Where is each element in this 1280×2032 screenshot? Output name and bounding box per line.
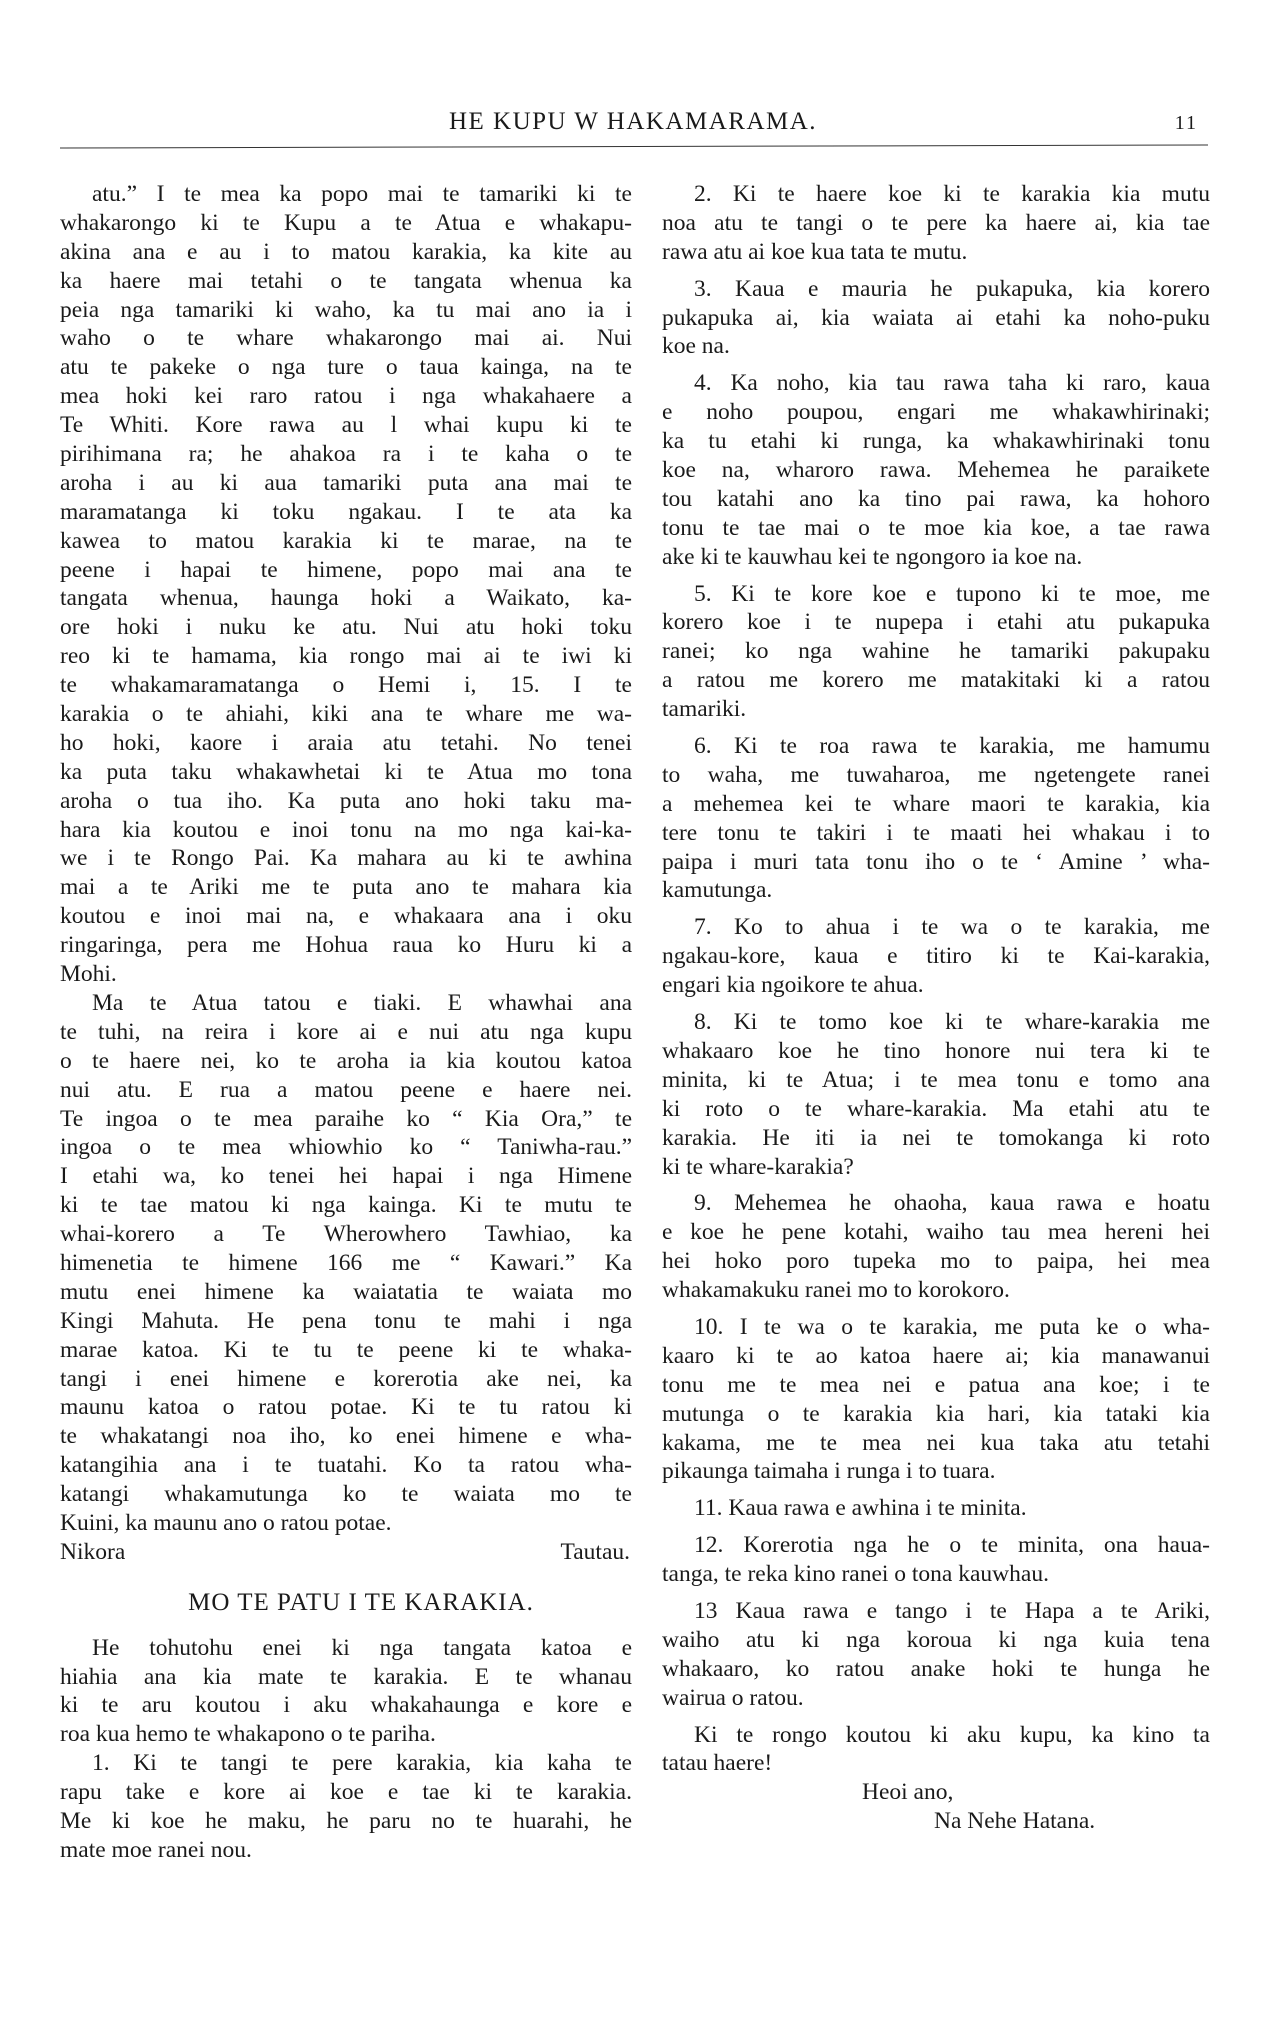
- numbered-rule: [662, 1189, 1210, 1305]
- text-line: tanga, te reka kino ranei o tona kauwhau.: [662, 1561, 1049, 1588]
- text-line: kamutunga.: [662, 877, 773, 904]
- text-line: a mehemea kei te whare maori te karakia, kia: [662, 790, 1210, 817]
- text-line: Me ki koe he maku, he paru no te huarahi, he: [60, 1808, 632, 1834]
- text-line: Kuini, ka maunu ano o ratou potae.: [60, 1509, 392, 1536]
- text-line: kakama, me te mea nei kua taka atu tetahi: [662, 1429, 1210, 1456]
- text-line: 5. Ki te kore koe e tupono ki te moe, me: [694, 580, 1210, 607]
- text-line: hei hoko poro tupeka mo to paipa, hei mea: [662, 1248, 1210, 1275]
- text-line: mutunga o te karakia kia hari, kia tataki kia: [662, 1400, 1210, 1427]
- text-line: He tohutohu enei ki nga tangata katoa e: [92, 1634, 632, 1661]
- text-line: Te Whiti. Kore rawa au l whai kupu ki te: [60, 412, 632, 439]
- page-header-title: HE KUPU W HAKAMARAMA.: [448, 108, 818, 135]
- closing-paragraph: [662, 1721, 1210, 1779]
- numbered-rule: [662, 1313, 1210, 1486]
- text-line: Kingi Mahuta. He pena tonu te mahi i nga: [60, 1307, 632, 1334]
- text-line: hara kia koutou e inoi tonu na mo nga kai-ka-: [60, 816, 632, 843]
- text-line: 6. Ki te roa rawa te karakia, me hamumu: [694, 733, 1210, 760]
- running-header: [60, 108, 1206, 148]
- text-line: karakia. He iti ia nei te tomokanga ki roto: [662, 1124, 1210, 1151]
- text-line: 11. Kaua rawa e awhina i te minita.: [694, 1495, 1027, 1522]
- text-line: whakamakuku ranei mo to korokoro.: [662, 1277, 1010, 1304]
- text-line: koe na, wharoro rawa. Mehemea he paraikete: [662, 457, 1210, 484]
- text-line: mate moe ranei nou.: [60, 1836, 252, 1863]
- text-line: peia nga tamariki ki waho, ka tu mai ano ia i: [60, 296, 632, 323]
- text-line: rawa atu ai koe kua tata te mutu.: [662, 238, 968, 265]
- text-line: pikaunga taimaha i runga i to tuara.: [662, 1458, 996, 1485]
- text-line: engari kia ngoikore te ahua.: [662, 972, 924, 999]
- numbered-rule: [662, 1008, 1210, 1181]
- numbered-rule: [662, 275, 1210, 362]
- text-line: maramatanga ki toku ngakau. I te ata ka: [60, 498, 632, 525]
- text-line: 8. Ki te tomo koe ki te whare-karakia me: [694, 1009, 1210, 1036]
- numbered-rule: [662, 580, 1210, 724]
- closing-signature: Na Nehe Hatana.: [934, 1808, 1096, 1835]
- text-line: 13 Kaua rawa e tango i te Hapa a te Ariki,: [694, 1597, 1210, 1624]
- text-line: whakaaro, ko ratou anake hoki te hunga he: [662, 1655, 1210, 1682]
- text-line: tatau haere!: [662, 1750, 773, 1777]
- numbered-rule: [662, 1597, 1210, 1713]
- text-line: whakaaro koe he tino honore nui tera ki te: [662, 1037, 1210, 1064]
- text-line: whai-korero a Te Wherowhero Tawhiao, ka: [60, 1221, 632, 1248]
- text-line: 10. I te wa o te karakia, me puta ke o wha-: [694, 1313, 1210, 1340]
- text-line: ki te aru koutou i aku whakahaunga e kore e: [60, 1692, 632, 1719]
- numbered-rule: [662, 913, 1210, 1000]
- text-line: tere tonu te takiri i te maati hei whakau i to: [662, 819, 1210, 846]
- numbered-rule: [662, 180, 1210, 267]
- text-line: Mohi.: [60, 961, 117, 988]
- text-line: to waha, me tuwaharoa, me ngetengete ranei: [662, 761, 1210, 788]
- text-line: 3. Kaua e mauria he pukapuka, kia korero: [694, 275, 1210, 302]
- text-line: ake ki te kauwhau kei te ngongoro ia koe na.: [662, 543, 1083, 570]
- signature-nikora: Nikora Tautau.: [60, 1538, 630, 1565]
- text-line: waho o te whare whakarongo mai ai. Nui: [60, 325, 632, 352]
- text-line: paipa i muri tata tonu iho o te ‘ Amine ’ wha-: [662, 848, 1210, 875]
- text-line: ringaringa, pera me Hohua raua ko Huru ki a: [60, 932, 632, 959]
- text-line: ngakau-kore, kaua e titiro ki te Kai-karakia,: [662, 943, 1210, 970]
- text-line: ki roto o te whare-karakia. Ma etahi atu te: [662, 1095, 1210, 1122]
- text-line: mai a te Ariki me te puta ano te mahara kia: [60, 874, 632, 901]
- closing-salutation: Heoi ano,: [862, 1779, 954, 1806]
- text-line: atu.” I te mea ka popo mai te tamariki ki te: [92, 181, 632, 207]
- text-line: e noho poupou, engari me whakawhirinaki;: [662, 399, 1210, 426]
- text-line: marae katoa. Ki te tu te peene ki te whaka-: [60, 1336, 632, 1363]
- text-line: we i te Rongo Pai. Ka mahara au ki te awhina: [60, 845, 632, 872]
- numbered-rule: [662, 1531, 1210, 1589]
- text-line: minita, ki te Atua; i te mea tonu e tomo ana: [662, 1066, 1210, 1093]
- text-line: noa atu te tangi o te pere ka haere ai, kia tae: [662, 209, 1210, 236]
- text-line: katangi whakamutunga ko te waiata mo te: [60, 1481, 632, 1508]
- paragraph: [60, 1749, 632, 1865]
- text-line: ho hoki, kaore i araia atu tetahi. No tenei: [60, 729, 632, 756]
- text-line: 7. Ko to ahua i te wa o te karakia, me: [694, 914, 1210, 941]
- text-line: tonu me te mea nei e patua ana koe; i te: [662, 1371, 1210, 1398]
- text-line: nui atu. E rua a matou peene e haere nei.: [60, 1076, 632, 1103]
- text-line: rapu take e kore ai koe e tae ki te karakia.: [60, 1779, 632, 1806]
- paragraph: [60, 1634, 632, 1750]
- text-line: o te haere nei, ko te aroha ia kia koutou katoa: [60, 1047, 632, 1074]
- text-line: e koe he pene kotahi, waiho tau mea hereni hei: [662, 1219, 1210, 1246]
- text-line: Ma te Atua tatou e tiaki. E whawhai ana: [92, 989, 632, 1016]
- section-title: MO TE PATU I TE KARAKIA.: [188, 1588, 534, 1616]
- text-line: maunu katoa o ratou potae. Ki te tu ratou ki: [60, 1394, 632, 1421]
- text-line: hiahia ana kia mate te karakia. E te whanau: [60, 1663, 632, 1690]
- letter-body: [60, 180, 632, 1538]
- text-line: karakia o te ahiahi, kiki ana te whare me wa-: [60, 701, 632, 728]
- text-line: 1. Ki te tangi te pere karakia, kia kaha te: [92, 1750, 632, 1777]
- text-line: himenetia te himene 166 me “ Kawari.” Ka: [60, 1249, 632, 1276]
- text-line: ki te whare-karakia?: [662, 1153, 854, 1180]
- text-line: aroha o tua iho. Ka puta ano hoki taku ma-: [60, 787, 632, 814]
- text-line: I etahi wa, ko tenei hei hapai i nga Himene: [60, 1163, 632, 1190]
- text-line: aroha i au ki aua tamariki puta ana mai te: [60, 469, 632, 496]
- text-line: ki te tae matou ki nga kainga. Ki te mutu te: [60, 1192, 632, 1219]
- page-number: 11: [1174, 112, 1198, 134]
- text-line: te tuhi, na reira i kore ai e nui atu nga kupu: [60, 1018, 632, 1045]
- text-line: tangi i enei himene e korerotia ake nei, ka: [60, 1365, 632, 1392]
- text-line: tou katahi ano ka tino pai rawa, ka hohoro: [662, 485, 1210, 512]
- text-line: tamariki.: [662, 696, 747, 723]
- text-line: whakarongo ki te Kupu a te Atua e whakapu-: [60, 209, 632, 236]
- text-line: Te ingoa o te mea paraihe ko “ Kia Ora,” te: [60, 1105, 632, 1132]
- text-line: 2. Ki te haere koe ki te karakia kia mutu: [694, 181, 1210, 207]
- text-line: 4. Ka noho, kia tau rawa taha ki raro, kaua: [694, 370, 1210, 397]
- text-line: peene i hapai te himene, popo mai ana te: [60, 556, 632, 583]
- text-line: kawea to matou karakia ki te marae, na te: [60, 527, 632, 554]
- text-line: mutu enei himene ka waiatatia te waiata mo: [60, 1278, 632, 1305]
- text-line: wairua o ratou.: [662, 1684, 804, 1711]
- text-line: katangihia ana i te tuatahi. Ko ta ratou wha-: [60, 1452, 632, 1479]
- text-line: tonu te tae mai o te moe kia koe, a tae rawa: [662, 514, 1210, 541]
- section-body: [60, 1634, 632, 1865]
- text-line: ka puta taku whakawhetai ki te Atua mo tona: [60, 758, 632, 785]
- left-column: [60, 180, 632, 1865]
- text-line: ka tu etahi ki runga, ka whakawhirinaki tonu: [662, 428, 1210, 455]
- text-line: pirihimana ra; he ahakoa ra i te kaha o te: [60, 441, 632, 468]
- paragraph: [60, 989, 632, 1538]
- text-line: waiho atu ki nga koroua ki nga kuia tena: [662, 1626, 1210, 1653]
- text-line: 12. Korerotia nga he o te minita, ona haua-: [694, 1532, 1210, 1559]
- text-line: kaaro ki te ao katoa haere ai; kia manawanui: [662, 1342, 1210, 1369]
- text-line: ingoa o te mea whiowhio ko “ Taniwha-rau.”: [60, 1134, 632, 1161]
- numbered-rule: [662, 732, 1210, 905]
- right-column: [662, 180, 1210, 1836]
- text-line: akina ana e au i to matou karakia, ka kite au: [60, 238, 632, 265]
- paragraph: [60, 180, 632, 989]
- text-line: ranei; ko nga wahine he tamariki pakupaku: [662, 638, 1210, 665]
- text-line: koe na.: [662, 333, 730, 360]
- text-line: ore hoki i nuku ke atu. Nui atu hoki toku: [60, 614, 632, 641]
- text-line: 9. Mehemea he ohaoha, kaua rawa e hoatu: [694, 1190, 1210, 1217]
- text-line: atu te pakeke o nga ture o taua kainga, na te: [60, 354, 632, 381]
- numbered-rules-list: [662, 180, 1210, 1713]
- text-line: pukapuka ai, kia waiata ai etahi ka noho-puku: [662, 304, 1210, 331]
- text-line: korero koe i te nupepa i etahi atu pukapuka: [662, 609, 1210, 636]
- text-line: te whakamaramatanga o Hemi i, 15. I te: [60, 672, 632, 699]
- text-line: roa kua hemo te whakapono o te pariha.: [60, 1721, 436, 1748]
- text-line: mea hoki kei raro ratou i nga whakahaere a: [60, 383, 632, 410]
- numbered-rule: [662, 369, 1210, 571]
- text-line: te whakatangi noa iho, ko enei himene e wha-: [60, 1423, 632, 1450]
- text-line: ka haere mai tetahi o te tangata whenua ka: [60, 267, 632, 294]
- text-line: Ki te rongo koutou ki aku kupu, ka kino ta: [694, 1721, 1210, 1748]
- numbered-rule: [662, 1494, 1210, 1523]
- text-line: a ratou me korero me matakitaki ki a ratou: [662, 667, 1210, 694]
- text-line: reo ki te hamama, kia rongo mai ai te iwi ki: [60, 643, 632, 670]
- text-line: tangata whenua, haunga hoki a Waikato, ka-: [60, 585, 632, 612]
- text-line: koutou e inoi mai na, e whakaara ana i oku: [60, 903, 632, 930]
